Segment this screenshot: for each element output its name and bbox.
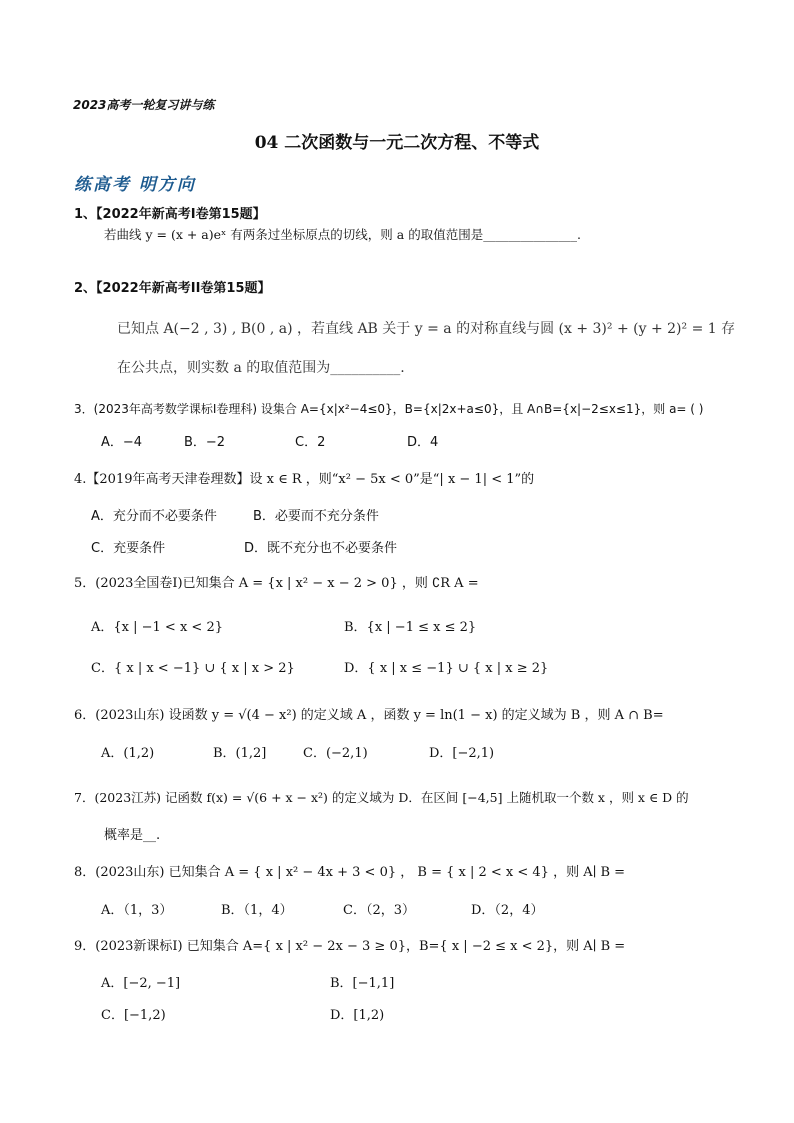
question-4-option-c: C．充要条件 — [91, 541, 166, 556]
question-4-option-b: B．必要而不充分条件 — [253, 509, 379, 524]
question-7-line-1: 7．(2023江苏) 记函数 f(x) = √(6 + x − x²) 的定义域为 D．在区间 [−4,5] 上随机取一个数 x ，则 x ∈ D 的 — [74, 790, 689, 805]
question-3-stem: 3．(2023年高考数学课标Ⅰ卷理科) 设集合 A={x|x²−4≤0}，B={x|2x+a≤0}，且 A∩B={x|−2≤x≤1}，则 a= ( ) — [74, 402, 704, 416]
question-7-line-2: 概率是__. — [104, 828, 161, 843]
question-9-stem: 9．(2023新课标Ⅰ) 已知集合 A={ x | x² − 2x − 3 ≥ 0}，B={ x | −2 ≤ x < 2}，则 A∣ B = — [74, 939, 626, 954]
question-9-option-b: B．[−1,1] — [330, 976, 395, 991]
series-label: 2023高考一轮复习讲与练 — [73, 98, 215, 112]
question-2-heading: 2、【2022年新高考II卷第15题】 — [74, 281, 271, 296]
section-heading: 练高考 明方向 — [74, 175, 196, 195]
question-9-option-a: A．[−2, −1] — [101, 976, 181, 991]
question-4-option-a: A．充分而不必要条件 — [91, 509, 217, 524]
question-9-option-c: C．[−1,2) — [101, 1008, 166, 1023]
question-9-option-d: D．[1,2) — [330, 1008, 385, 1023]
question-4-option-d: D．既不充分也不必要条件 — [244, 541, 398, 556]
question-1-heading: 1、【2022年新高考I卷第15题】 — [74, 207, 266, 222]
question-8-option-d: D．（2，4） — [471, 903, 544, 918]
question-8-stem: 8．(2023山东) 已知集合 A = { x | x² − 4x + 3 < 0} ， B = { x | 2 < x < 4} ，则 A∣ B = — [74, 865, 626, 880]
page-title: 04 二次函数与一元二次方程、不等式 — [254, 133, 540, 153]
question-5-option-a: A．{x | −1 < x < 2} — [91, 620, 223, 635]
question-3-option-b: B．−2 — [184, 435, 226, 450]
question-6-stem: 6．(2023山东) 设函数 y = √(4 − x²) 的定义域 A ，函数 y = ln(1 − x) 的定义域为 B ，则 A ∩ B= — [74, 708, 664, 723]
question-8-option-c: C．（2，3） — [343, 903, 415, 918]
question-8-option-a: A．（1，3） — [101, 903, 173, 918]
question-6-option-d: D．[−2,1) — [429, 746, 495, 761]
question-1-body: 若曲线 y = (x + a)eˣ 有两条过坐标原点的切线，则 a 的取值范围是_______________. — [104, 227, 581, 242]
question-5-option-d: D．{ x | x ≤ −1} ∪ { x | x ≥ 2} — [344, 661, 549, 676]
question-6-option-b: B．(1,2] — [213, 746, 267, 761]
question-5-option-b: B．{x | −1 ≤ x ≤ 2} — [344, 620, 477, 635]
question-8-option-b: B．（1，4） — [221, 903, 293, 918]
question-2-line-1: 已知点 A(−2 , 3) , B(0 , a) ，若直线 AB 关于 y = a 的对称直线与圆 (x + 3)² + (y + 2)² = 1 存 — [117, 321, 736, 337]
question-5-stem: 5．(2023全国卷Ⅰ)已知集合 A = {x | x² − x − 2 > 0} ，则 ∁R A = — [74, 576, 479, 591]
question-3-option-a: A．−4 — [101, 435, 143, 450]
question-6-option-a: A．(1,2) — [101, 746, 155, 761]
question-6-option-c: C．(−2,1) — [303, 746, 368, 761]
question-2-line-2: 在公共点，则实数 a 的取值范围为__________. — [117, 360, 405, 376]
question-5-option-c: C．{ x | x < −1} ∪ { x | x > 2} — [91, 661, 295, 676]
question-4-stem: 4.【2019年高考天津卷理数】设 x ∈ R ，则“x² − 5x < 0”是“| x − 1| < 1”的 — [74, 472, 535, 487]
question-3-option-d: D．4 — [407, 435, 439, 450]
question-3-option-c: C．2 — [295, 435, 326, 450]
